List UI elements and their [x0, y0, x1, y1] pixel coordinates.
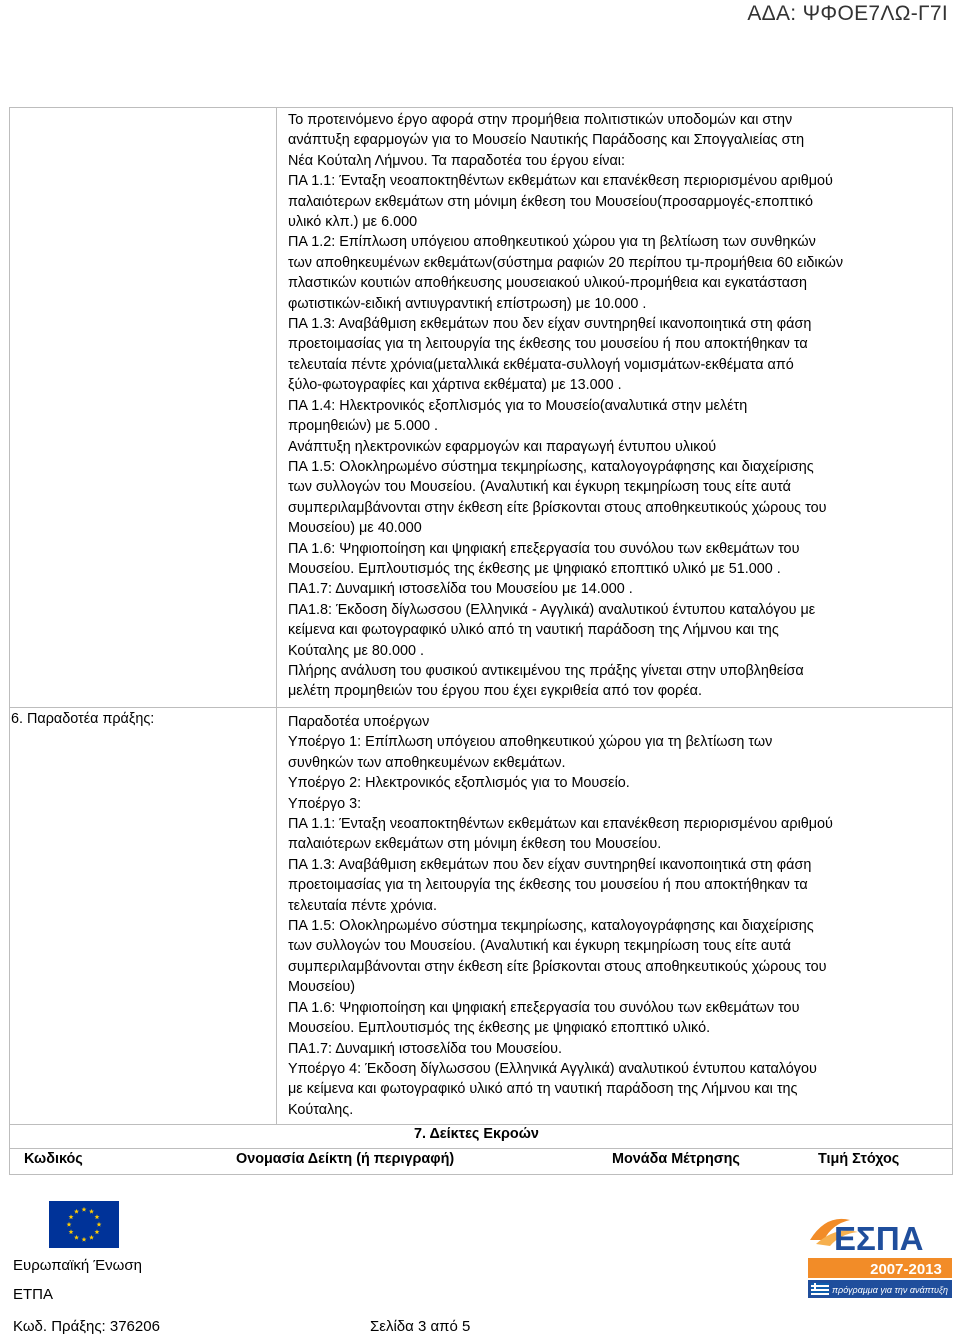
greek-flag-icon — [811, 1283, 829, 1295]
deliverable-line: παλαιότερων εκθεμάτων στη μόνιμη έκθεση του Μουσείου. — [288, 836, 662, 853]
eu-label: Ευρωπαϊκή Ένωση — [13, 1257, 142, 1274]
deliverable-line: ΠΑ 1.3: Αναβάθμιση εκθεμάτων που δεν είχαν συντηρηθεί ικανοποιητικά στη φάση — [288, 856, 812, 873]
deliverable-line: ΠΑ 1.1: Ένταξη νεοαποκτηθέντων εκθεμάτων και επανέκθεση περιορισμένου αριθμού — [288, 816, 833, 833]
page-number: Σελίδα 3 από 5 — [370, 1318, 471, 1335]
description-line: προετοιμασίας για τη λειτουργία της έκθεσης του μουσείου ή που αποκτήθηκαν τα — [288, 336, 808, 353]
description-line: υλικό κλπ.) με 6.000 — [288, 214, 418, 231]
deliverable-line: Κούταλης. — [288, 1101, 354, 1118]
description-line: των συλλογών του Μουσείου. (Αναλυτική και έγκυρη τεκμηρίωση τους είτε αυτά — [288, 479, 791, 496]
description-line: ανάπτυξη εφαρμογών για το Μουσείο Ναυτικής Παράδοσης και Σπογγαλιείας στη — [288, 132, 805, 149]
description-line: ΠΑ 1.5: Ολοκληρωμένο σύστημα τεκμηρίωσης, καταλογογράφησης και διαχείρισης — [288, 458, 814, 475]
espa-logo-text: ΕΣΠΑ — [834, 1220, 924, 1257]
description-line: ΠΑ 1.2: Επίπλωση υπόγειου αποθηκευτικού χώρου για τη βελτίωση των συνθηκών — [288, 234, 816, 251]
row-divider-6 — [9, 707, 953, 708]
espa-years: 2007-2013 — [870, 1261, 942, 1278]
table-header-code: Κωδικός — [24, 1151, 83, 1167]
section-7-title: 7. Δείκτες Εκροών — [414, 1126, 539, 1142]
description-line: κείμενα και φωτογραφικό υλικό από τη ναυτική παράδοση της Λήμνου και της — [288, 622, 779, 639]
deliverable-line: προετοιμασίας για τη λειτουργία της έκθεσης του μουσείου ή που αποκτήθηκαν τα — [288, 877, 808, 894]
deliverable-line: Υποέργο 1: Επίπλωση υπόγειου αποθηκευτικού χώρου για τη βελτίωση των — [288, 734, 773, 751]
deliverable-line: Μουσείου. Εμπλουτισμός της έκθεσης με ψηφιακό εποπτικό υλικό. — [288, 1020, 711, 1037]
deliverable-line: συνθηκών των αποθηκευμένων εκθεμάτων. — [288, 754, 566, 771]
deliverable-line: ΠΑ1.7: Δυναμική ιστοσελίδα του Μουσείου. — [288, 1040, 563, 1057]
description-line: φωτιστικών-ειδική αντιυγραντική επίστρωση) με 10.000 . — [288, 295, 647, 312]
description-line: Κούταλης με 80.000 . — [288, 642, 424, 659]
eu-flag-logo — [49, 1201, 119, 1248]
deliverable-line: ΠΑ 1.5: Ολοκληρωμένο σύστημα τεκμηρίωσης, καταλογογράφησης και διαχείρισης — [288, 918, 814, 935]
deliverable-line: Υποέργο 4: Έκδοση δίγλωσσου (Ελληνικά Αγγλικά) αναλυτικού έντυπου καταλόγου — [288, 1060, 817, 1077]
description-line: Το προτεινόμενο έργο αφορά στην προμήθεια πολιτιστικών υποδομών και στην — [288, 112, 793, 128]
project-code: Κωδ. Πράξης: 376206 — [13, 1318, 160, 1335]
description-line: ΠΑ 1.1: Ένταξη νεοαποκτηθέντων εκθεμάτων και επανέκθεση περιορισμένου αριθμού — [288, 173, 833, 190]
deliverable-line: των συλλογών του Μουσείου. (Αναλυτική και έγκυρη τεκμηρίωση τους είτε αυτά — [288, 938, 791, 955]
deliverable-line: Μουσείου) — [288, 979, 356, 996]
description-line: πλαστικών κουτιών αποθήκευσης μουσειακού υλικού-προμήθεια και εγκατάσταση — [288, 275, 808, 292]
description-line: Νέα Κούταλη Λήμνου. Τα παραδοτέα του έργου είναι: — [288, 152, 625, 169]
description-block — [288, 110, 960, 702]
column-divider — [276, 107, 277, 1125]
table-header-unit: Μονάδα Μέτρησης — [612, 1151, 740, 1167]
description-line: ΠΑ 1.6: Ψηφιοποίηση και ψηφιακή επεξεργασία του συνόλου των εκθεμάτων του — [288, 540, 800, 557]
deliverable-line: ΠΑ 1.6: Ψηφιοποίηση και ψηφιακή επεξεργασία του συνόλου των εκθεμάτων του — [288, 999, 800, 1016]
table-header-name: Ονομασία Δείκτη (ή περιγραφή) — [236, 1151, 455, 1167]
description-line: μελέτη προμηθειών του έργου που έχει εγκριθεία από τον φορέα. — [288, 683, 702, 700]
description-line: συμπεριλαμβάνονται στην έκθεση είτε βρίσκονται στους αποθηκευτικούς χώρους του — [288, 499, 827, 516]
etpa-label: ΕΤΠΑ — [13, 1286, 54, 1303]
deliverable-line: με κείμενα και φωτογραφικό υλικό από τη ναυτική παράδοση της Λήμνου και της — [288, 1081, 798, 1098]
row-divider-table-head — [9, 1148, 953, 1149]
description-line: Πλήρης ανάλυση του φυσικού αντικειμένου της πράξης γίνεται στην υποβληθείσα — [288, 662, 804, 679]
section-6-label: 6. Παραδοτέα πράξης: — [11, 711, 155, 727]
description-line: των αποθηκευμένων εκθεμάτων(σύστημα ραφιών 20 περίπου τμ-προμήθεια 60 ειδικών — [288, 254, 844, 271]
deliverable-line: Παραδοτέα υποέργων — [288, 714, 430, 730]
description-line: ΠΑ 1.3: Αναβάθμιση εκθεμάτων που δεν είχαν συντηρηθεί ικανοποιητικά στη φάση — [288, 316, 812, 333]
deliverable-line: Υποέργο 3: — [288, 795, 362, 812]
description-line: προμηθειών) με 5.000 . — [288, 418, 438, 435]
ada-code: ΑΔΑ: ΨΦΟΕ7ΛΩ-Γ7Ι — [747, 2, 948, 25]
description-line: ΠΑ1.8: Έκδοση δίγλωσσου (Ελληνικά - Αγγλικά) αναλυτικού έντυπου καταλόγου με — [288, 601, 816, 618]
description-line: Μουσείου. Εμπλουτισμός της έκθεσης με ψηφιακό εποπτικό υλικό με 51.000 . — [288, 560, 781, 577]
deliverable-line: Υποέργο 2: Ηλεκτρονικός εξοπλισμός για το Μουσείο. — [288, 775, 630, 792]
table-header-target: Τιμή Στόχος — [818, 1151, 900, 1167]
deliverables-block — [288, 712, 960, 1120]
description-line: τελευταία πέντε χρόνια(μεταλλικά εκθέματα-συλλογή νομισμάτων-εκθέματα από — [288, 356, 794, 373]
description-line: ΠΑ 1.4: Ηλεκτρονικός εξοπλισμός για το Μουσείο(αναλυτικά στην μελέτη — [288, 397, 748, 414]
deliverable-line: συμπεριλαμβάνονται στην έκθεση είτε βρίσκονται στους αποθηκευτικούς χώρους του — [288, 958, 827, 975]
description-line: ξύλο-φωτογραφίες και χάρτινα εκθέματα) με 13.000 . — [288, 377, 622, 394]
espa-logo — [806, 1210, 954, 1302]
espa-tagline: πρόγραμμα για την ανάπτυξη — [832, 1285, 948, 1295]
deliverable-line: τελευταία πέντε χρόνια. — [288, 897, 437, 914]
description-line: Ανάπτυξη ηλεκτρονικών εφαρμογών και παραγωγή έντυπου υλικού — [288, 438, 717, 455]
row-divider-7 — [9, 1124, 953, 1125]
description-line: Μουσείου) με 40.000 — [288, 520, 422, 537]
description-line: παλαιότερων εκθεμάτων στη μόνιμη έκθεση του Μουσείου(προσαρμογές-εποπτικό — [288, 193, 813, 210]
description-line: ΠΑ1.7: Δυναμική ιστοσελίδα του Μουσείου με 14.000 . — [288, 581, 633, 598]
